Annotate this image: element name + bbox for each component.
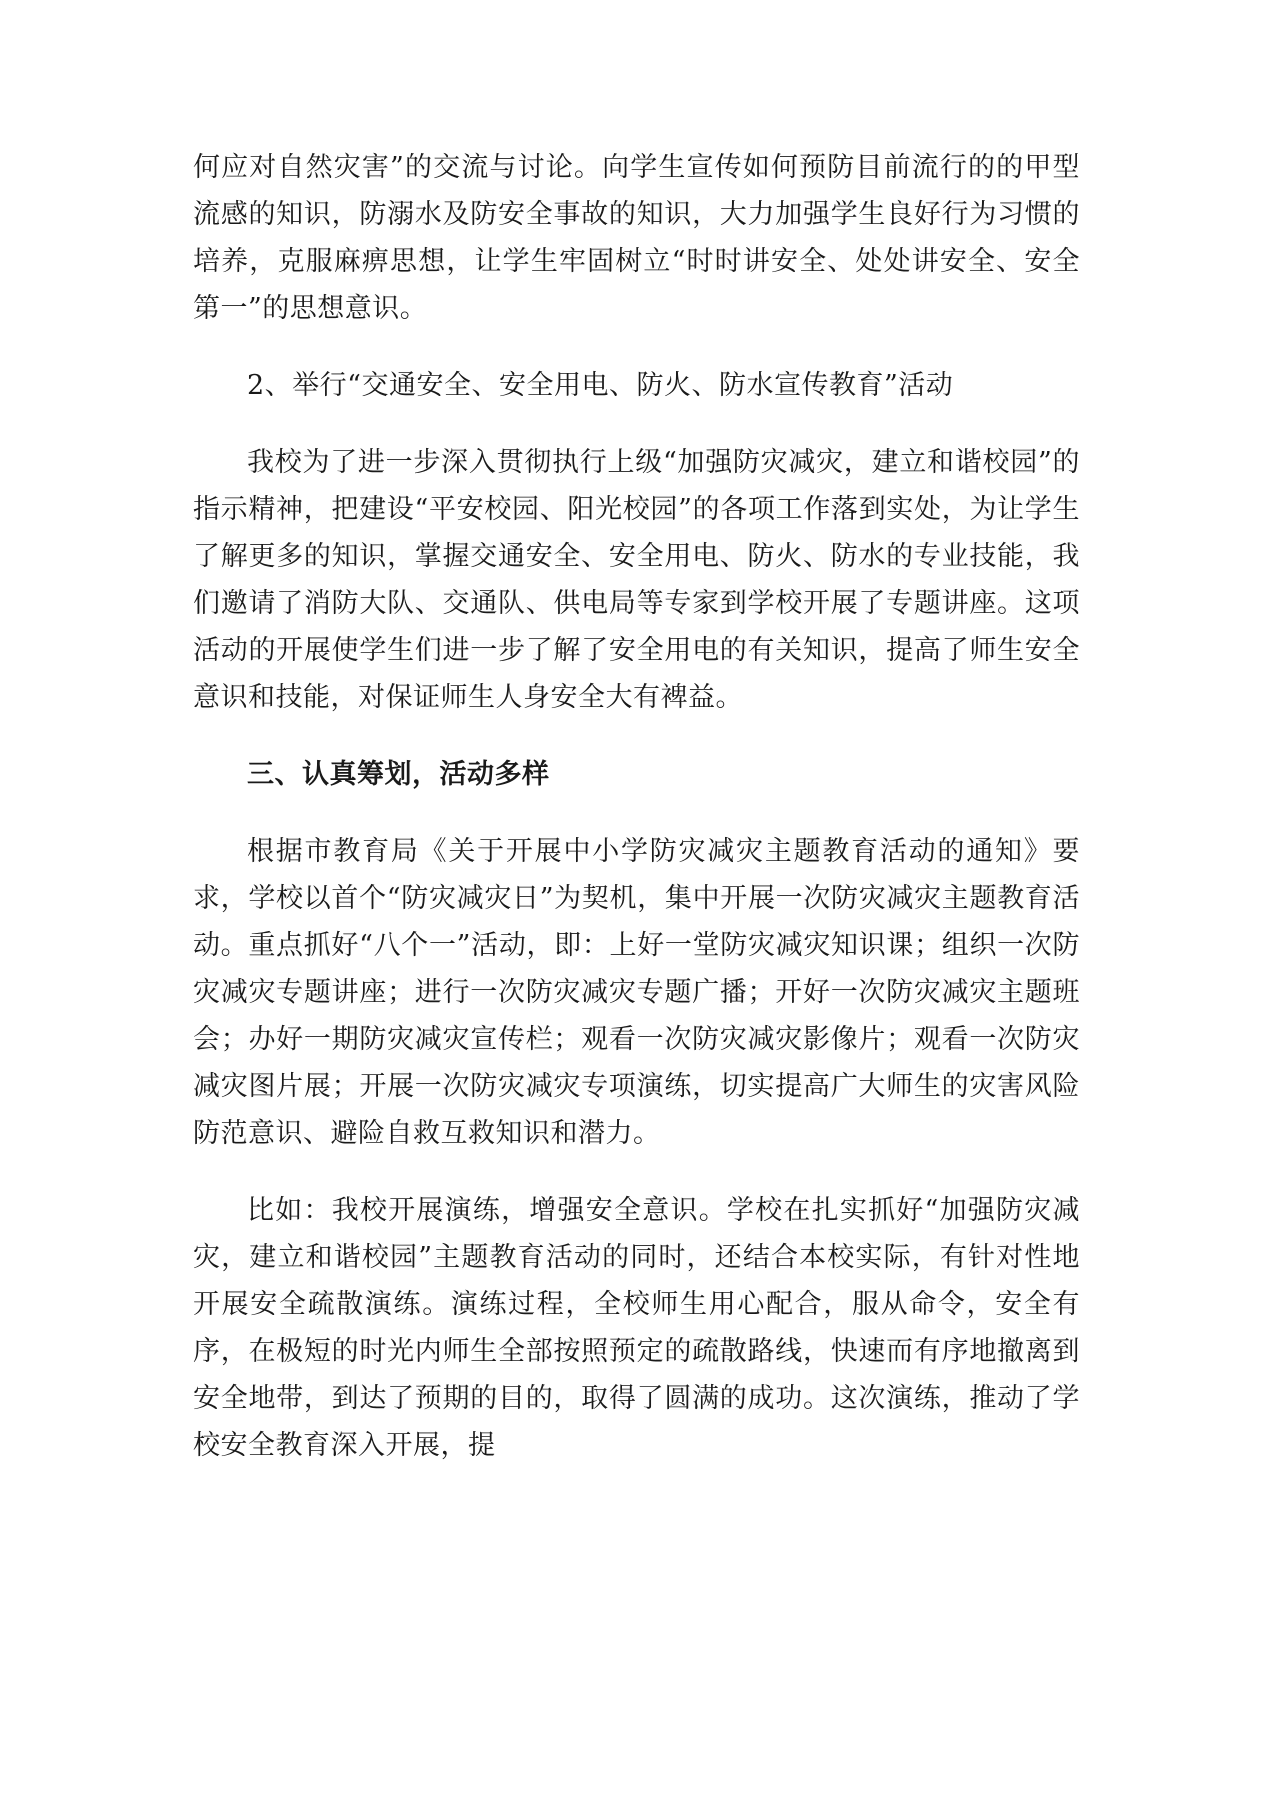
section-heading-3: 三、认真筹划，活动多样	[247, 759, 550, 790]
paragraph-safety-lectures: 我校为了进一步深入贯彻执行上级“加强防灾减灾，建立和谐校园”的指示精神，把建设“平安校园、阳光校园”的各项工作落到实处，为让学生了解更多的知识，掌握交通安全、安全用电、防火、防水的专业技能，我们邀请了消防大队、交通队、供电局等专家到学校开展了专题讲座。这项活动的开展使学生们进一步了解了安全用电的有关知识，提高了师生安全意识和技能，对保证师生人身安全大有裨益。	[193, 447, 1080, 713]
paragraph-subsection-2-title: 2、举行“交通安全、安全用电、防火、防水宣传教育”活动	[247, 370, 954, 401]
paragraph-eight-activities: 根据市教育局《关于开展中小学防灾减灾主题教育活动的通知》要求，学校以首个“防灾减灾日”为契机，集中开展一次防灾减灾主题教育活动。重点抓好“八个一”活动，即：上好一堂防灾减灾知识课；组织一次防灾减灾专题讲座；进行一次防灾减灾专题广播；开好一次防灾减灾主题班会；办好一期防灾减灾宣传栏；观看一次防灾减灾影像片；观看一次防灾减灾图片展；开展一次防灾减灾专项演练，切实提高广大师生的灾害风险防范意识、避险自救互救知识和潜力。	[193, 836, 1080, 1149]
paragraph-evacuation-drill: 比如：我校开展演练，增强安全意识。学校在扎实抓好“加强防灾减灾，建立和谐校园”主题教育活动的同时，还结合本校实际，有针对性地开展安全疏散演练。演练过程，全校师生用心配合，服从命令，安全有序，在极短的时光内师生全部按照预定的疏散路线，快速而有序地撤离到安全地带，到达了预期的目的，取得了圆满的成功。这次演练，推动了学校安全教育深入开展，提	[193, 1195, 1080, 1461]
paragraph-continuation: 何应对自然灾害”的交流与讨论。向学生宣传如何预防目前流行的的甲型流感的知识，防溺水及防安全事故的知识，大力加强学生良好行为习惯的培养，克服麻痹思想，让学生牢固树立“时时讲安全、处处讲安全、安全第一”的思想意识。	[193, 152, 1080, 324]
